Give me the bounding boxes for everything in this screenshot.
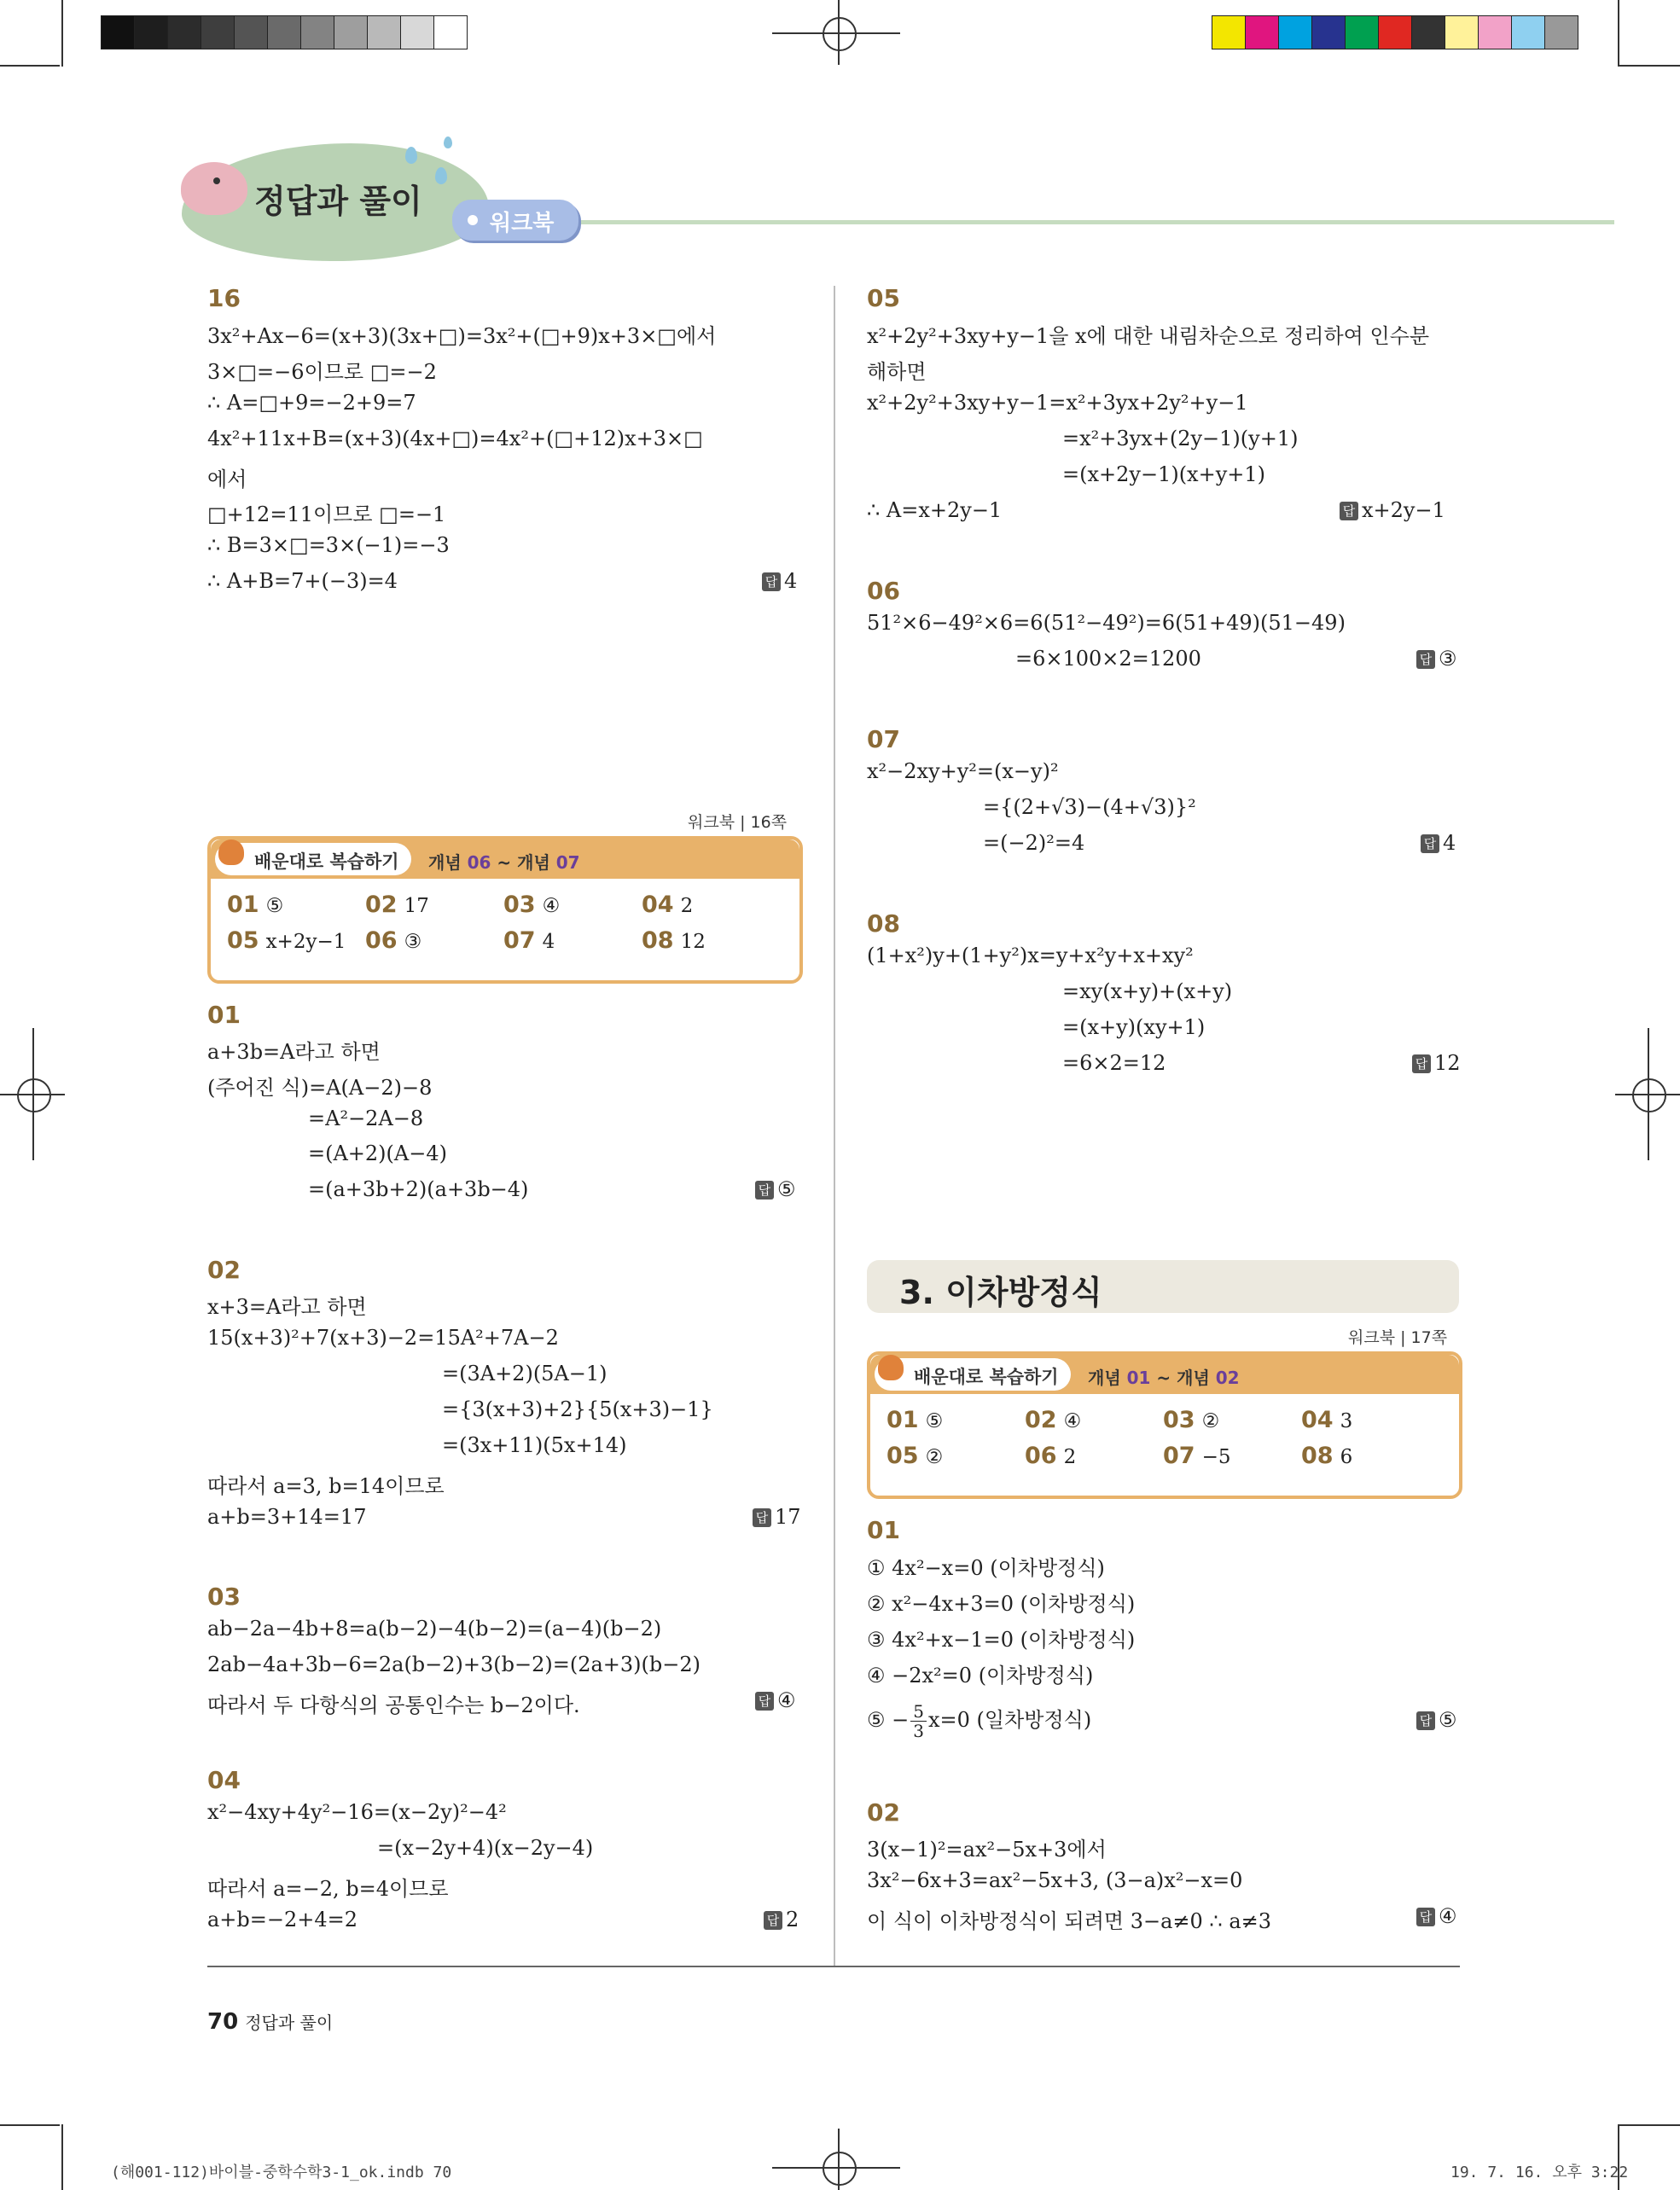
section-heading: 3. 이차방정식 [899,1274,1102,1311]
registration-mark [1648,1028,1649,1160]
page-footer [207,2009,333,2035]
solution-line: x²−2xy+y²=(x−y)² [867,759,1059,783]
review-item: 06 2 [1025,1443,1077,1469]
answer: 답 x+2y−1 [1340,498,1445,522]
water-drop-icon [444,137,452,148]
solution-line: a+b=−2+4=2 [207,1908,358,1931]
solution-line: ∴ A+B=7+(−3)=4 [207,569,398,593]
review-range: 개념 06 ~ 개념 07 [428,852,580,873]
solution-line: 51²×6−49²×6=6(51²−49²)=6(51+49)(51−49) [867,611,1346,635]
problem-number: 02 [867,1798,900,1827]
page-number: 70 [207,2009,239,2035]
solution-line: ⑤ − $\frac{5}{3}$ x=0 (일차방정식) [867,1701,1092,1741]
water-drop-icon [435,167,447,184]
review-item: 07 4 [503,927,555,954]
print-slug-file: (해001-112)바이블-중학수학3-1_ok.indb 70 [111,2164,452,2181]
review-item: 08 12 [642,927,706,954]
bottom-rule [207,1966,1460,1967]
solution-line: ① 4x²−x=0 (이차방정식) [867,1556,1105,1580]
answer: 답 ④ [1416,1904,1457,1928]
solution-line: ab−2a−4b+8=a(b−2)−4(b−2)=(a−4)(b−2) [207,1617,662,1641]
solution-line: ={3(x+3)+2}{5(x+3)−1} [442,1397,713,1421]
problem-number: 04 [207,1766,241,1794]
problem-number: 03 [207,1583,241,1611]
answer-mark-icon: 답 [753,1508,771,1527]
problem-number: 16 [207,284,241,312]
solution-line: =(x+2y−1)(x+y+1) [1062,462,1265,486]
workbook-page-ref: 워크북 | 16쪽 [688,813,788,832]
fraction: $\frac{5}{3}$ [910,1702,927,1740]
solution-line: =A²−2A−8 [308,1107,424,1130]
crop-mark [1619,65,1680,67]
answer: 답 17 [753,1505,801,1529]
solution-line: 이 식이 이차방정식이 되려면 3−a≠0 ∴ a≠3 [867,1909,1272,1933]
review-item: 04 2 [642,892,694,918]
solution-line: =(x+y)(xy+1) [1062,1015,1206,1039]
review-item: 01 ⑤ [227,892,284,918]
review-item: 05 ② [887,1443,944,1469]
answer-mark-icon: 답 [762,572,781,591]
registration-mark [838,2129,840,2190]
crop-mark [1619,2124,1680,2126]
solution-line: x²+2y²+3xy+y−1을 x에 대한 내림차순으로 정리하여 인수분 [867,324,1430,348]
solution-line: 3x²−6x+3=ax²−5x+3, (3−a)x²−x=0 [867,1868,1243,1892]
problem-number: 05 [867,284,900,312]
color-bar [1212,15,1578,49]
solution-line: ∴ B=3×□=3×(−1)=−3 [207,533,450,557]
review-item: 07 −5 [1163,1443,1231,1469]
answer-mark-icon: 답 [1416,1711,1435,1730]
solution-line: a+b=3+14=17 [207,1505,367,1529]
crop-mark [0,65,60,67]
registration-mark [1632,1078,1666,1112]
solution-line: 3x²+Ax−6=(x+3)(3x+□)=3x²+(□+9)x+3×□에서 [207,324,717,348]
review-item: 04 3 [1301,1407,1353,1433]
problem-number: 01 [867,1516,900,1544]
solution-line: =6×100×2=1200 [1015,647,1201,671]
header-rule [563,220,1614,224]
solution-line: ∴ A=□+9=−2+9=7 [207,391,416,415]
answer: 답 2 [764,1908,799,1931]
review-item: 02 ④ [1025,1407,1082,1433]
solution-line: 해하면 [867,360,927,384]
solution-line: =(−2)²=4 [983,831,1085,855]
crop-mark [61,2124,63,2190]
problem-number: 08 [867,909,900,938]
tag-dot-icon [468,215,478,225]
answer-mark-icon: 답 [764,1911,782,1930]
crop-mark [0,2124,60,2126]
solution-line: x+3=A라고 하면 [207,1295,367,1319]
review-label: 배운대로 복습하기 [254,851,399,872]
review-item: 08 6 [1301,1443,1353,1469]
solution-line: □+12=11이므로 □=−1 [207,502,446,526]
answer: 답 ⑤ [755,1177,796,1201]
solution-line: 따라서 두 다항식의 공통인수는 b−2이다. [207,1693,580,1717]
answer-mark-icon: 답 [1421,834,1439,853]
whale-eye [213,177,220,184]
solution-line: ② x²−4x+3=0 (이차방정식) [867,1592,1136,1616]
solution-line: 2ab−4a+3b−6=2a(b−2)+3(b−2)=(2a+3)(b−2) [207,1653,701,1676]
solution-line: 에서 [207,468,247,491]
solution-line: 따라서 a=3, b=14이므로 [207,1474,445,1498]
solution-line: x²+2y²+3xy+y−1=x²+3yx+2y²+y−1 [867,391,1248,415]
registration-mark [772,32,900,34]
solution-line: ④ −2x²=0 (이차방정식) [867,1664,1094,1688]
answer-mark-icon: 답 [1412,1054,1431,1073]
solution-line: 따라서 a=−2, b=4이므로 [207,1877,449,1901]
answer: 답 4 [762,569,797,593]
review-item: 01 ⑤ [887,1407,944,1433]
registration-mark [838,0,840,65]
answer: 답 ③ [1416,647,1457,671]
solution-line: ③ 4x²+x−1=0 (이차방정식) [867,1628,1136,1652]
review-range: 개념 01 ~ 개념 02 [1088,1368,1240,1388]
answer: 답 ⑤ [1416,1708,1457,1732]
solution-line: 4x²+11x+B=(x+3)(4x+□)=4x²+(□+12)x+3×□ [207,427,703,450]
solution-line: 3×□=−6이므로 □=−2 [207,360,437,384]
review-label: 배운대로 복습하기 [914,1367,1059,1387]
solution-line: a+3b=A라고 하면 [207,1040,381,1064]
answer: 답 12 [1412,1051,1461,1075]
solution-line: x²−4xy+4y²−16=(x−2y)²−4² [207,1800,507,1824]
footer-label: 정답과 풀이 [245,2013,334,2033]
solution-line: (1+x²)y+(1+y²)x=y+x²y+x+xy² [867,944,1194,967]
answer-mark-icon: 답 [1416,1908,1435,1926]
review-item: 03 ② [1163,1407,1220,1433]
page-title: 정답과 풀이 [254,183,422,220]
solution-line: =(3x+11)(5x+14) [442,1433,627,1457]
fox-icon [878,1355,904,1380]
solution-line: =x²+3yx+(2y−1)(y+1) [1062,427,1299,450]
answer-mark-icon: 답 [755,1692,774,1711]
crop-mark [1618,0,1619,67]
problem-number: 07 [867,725,900,753]
solution-line: =6×2=12 [1062,1051,1166,1075]
registration-mark [823,2152,857,2186]
solution-line: 15(x+3)²+7(x+3)−2=15A²+7A−2 [207,1326,559,1350]
answer: 답 ④ [755,1688,796,1712]
solution-line: =(A+2)(A−4) [308,1141,447,1165]
answer: 답 4 [1421,831,1456,855]
answer-mark-icon: 답 [755,1181,774,1200]
workbook-tag-label: 워크북 [490,211,555,236]
column-divider [834,286,835,1966]
problem-number: 01 [207,1001,241,1029]
print-slug-date: 19. 7. 16. 오후 3:22 [1450,2164,1629,2181]
solution-line: 3(x−1)²=ax²−5x+3에서 [867,1838,1107,1862]
water-drop-icon [405,147,417,164]
registration-mark [772,2167,900,2169]
solution-line: =(3A+2)(5A−1) [442,1362,607,1385]
solution-line: =(x−2y+4)(x−2y−4) [377,1836,594,1860]
review-item: 06 ③ [365,927,422,954]
solution-line: ∴ A=x+2y−1 [867,498,1003,522]
workbook-page-ref: 워크북 | 17쪽 [1348,1328,1448,1347]
answer-mark-icon: 답 [1416,650,1435,669]
grayscale-bar [101,15,468,49]
solution-line: =(a+3b+2)(a+3b−4) [308,1177,529,1201]
problem-number: 02 [207,1256,241,1284]
problem-number: 06 [867,577,900,605]
crop-mark [61,0,63,67]
solution-line: ={(2+√3)−(4+√3)}² [983,795,1196,819]
review-item: 02 17 [365,892,429,918]
review-item: 05 x+2y−1 [227,927,346,954]
registration-mark [32,1028,34,1160]
fox-icon [218,839,244,865]
solution-line: =xy(x+y)+(x+y) [1062,979,1233,1003]
registration-mark [17,1078,51,1112]
answer-mark-icon: 답 [1340,502,1358,520]
registration-mark [823,17,857,51]
solution-line: (주어진 식)=A(A−2)−8 [207,1076,433,1100]
review-item: 03 ④ [503,892,561,918]
whale-icon [181,162,247,215]
